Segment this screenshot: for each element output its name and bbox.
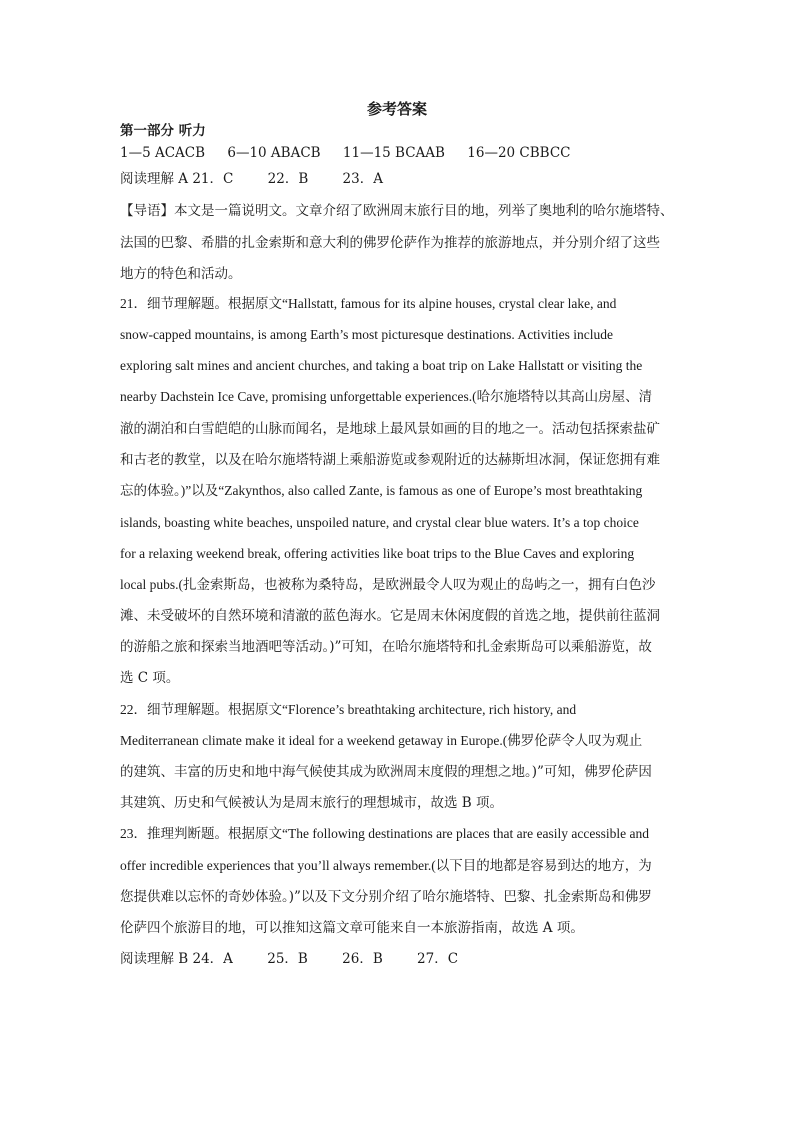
text-line: 您提供难以忘怀的奇妙体验。)”以及下文分别介绍了哈尔施塔特、巴黎、扎金索斯岛和佛罗 bbox=[120, 889, 652, 905]
text-line: 的建筑、丰富的历史和地中海气候使其成为欧洲周末度假的理想之地。)”可知，佛罗伦萨因 bbox=[120, 764, 652, 780]
text-line: 滩、未受破坏的自然环境和清澈的蓝色海水。它是周末休闲度假的首选之地，提供前往蓝洞 bbox=[120, 608, 660, 624]
answer-27: 27．C bbox=[417, 951, 459, 967]
text-line: 和古老的教堂，以及在哈尔施塔特湖上乘船游览或参观附近的达赫斯坦冰洞，保证您拥有难 bbox=[120, 452, 660, 468]
text-line: local pubs.(扎金索斯岛，也被称为桑特岛，是欧洲最令人叹为观止的岛屿之一，拥有白色沙 bbox=[120, 577, 656, 592]
text-line: for a relaxing weekend break, offering activities like boat trips to the Blue Caves and exploring bbox=[120, 546, 635, 561]
reading-b-label: 阅读理解 B 24．A bbox=[120, 951, 233, 967]
answer-25: 25．B bbox=[267, 951, 308, 967]
answer-group: 1—5 ACACB bbox=[120, 145, 206, 161]
page-title: 参考答案 bbox=[366, 100, 427, 118]
text-line: 澈的湖泊和白雪皑皑的山脉而闻名，是地球上最风景如画的目的地之一。活动包括探索盐矿 bbox=[120, 421, 660, 437]
text-line: Mediterranean climate make it ideal for a weekend getaway in Europe.(佛罗伦萨令人叹为观止 bbox=[120, 733, 643, 748]
text-line: 22．细节理解题。根据原文“Florence’s breathtaking architecture, rich history, and bbox=[120, 702, 577, 717]
text-line: 23．推理判断题。根据原文“The following destinations are places that are easily accessible and bbox=[120, 826, 649, 841]
text-line: nearby Dachstein Ice Cave, promising unforgettable experiences.(哈尔施塔特以其高山房屋、清 bbox=[120, 389, 653, 404]
text-line: 选 C 项。 bbox=[120, 670, 180, 686]
text-line: 伦萨四个旅游目的地，可以推知这篇文章可能来自一本旅游指南，故选 A 项。 bbox=[120, 920, 584, 936]
text-line: 法国的巴黎、希腊的扎金索斯和意大利的佛罗伦萨作为推荐的旅游地点，并分别介绍了这些 bbox=[120, 235, 660, 251]
text-line: 忘的体验。)”以及“Zakynthos, also called Zante, is famous as one of Europe’s most breathtaking bbox=[120, 483, 643, 498]
text-line: exploring salt mines and ancient churches, and taking a boat trip on Lake Hallstatt or visiting the bbox=[120, 358, 643, 373]
reading-a-answers bbox=[120, 169, 383, 189]
answer-group: 11—15 BCAAB bbox=[342, 145, 445, 161]
text-line: 地方的特色和活动。 bbox=[120, 266, 242, 282]
text-line: offer incredible experiences that you’ll always remember.(以下目的地都是容易到达的地方，为 bbox=[120, 858, 652, 873]
answer-22: 22．B bbox=[267, 171, 309, 187]
text-line: 的游船之旅和探索当地酒吧等活动。)”可知，在哈尔施塔特和扎金索斯岛可以乘船游览，故 bbox=[120, 639, 652, 655]
text-line: 其建筑、历史和气候被认为是周末旅行的理想城市，故选 B 项。 bbox=[120, 795, 504, 811]
text-line: snow-capped mountains, is among Earth’s most picturesque destinations. Activities include bbox=[120, 327, 614, 342]
answer-group: 6—10 ABACB bbox=[227, 145, 321, 161]
section-heading: 第一部分 听力 bbox=[120, 123, 206, 139]
text-line: islands, boasting white beaches, unspoiled nature, and crystal clear blue waters. It’s a top choice bbox=[120, 515, 639, 530]
answer-23: 23．A bbox=[342, 171, 383, 187]
text-line: 【导语】本文是一篇说明文。文章介绍了欧洲周末旅行目的地，列举了奥地利的哈尔施塔特、 bbox=[120, 203, 674, 219]
answer-group: 16—20 CBBCC bbox=[467, 145, 571, 161]
listening-answers bbox=[120, 143, 571, 163]
text-line: 21．细节理解题。根据原文“Hallstatt, famous for its alpine houses, crystal clear lake, and bbox=[120, 296, 617, 311]
reading-b-answers bbox=[120, 949, 458, 969]
answer-26: 26．B bbox=[342, 951, 383, 967]
reading-a-label: 阅读理解 A 21．C bbox=[120, 171, 234, 187]
